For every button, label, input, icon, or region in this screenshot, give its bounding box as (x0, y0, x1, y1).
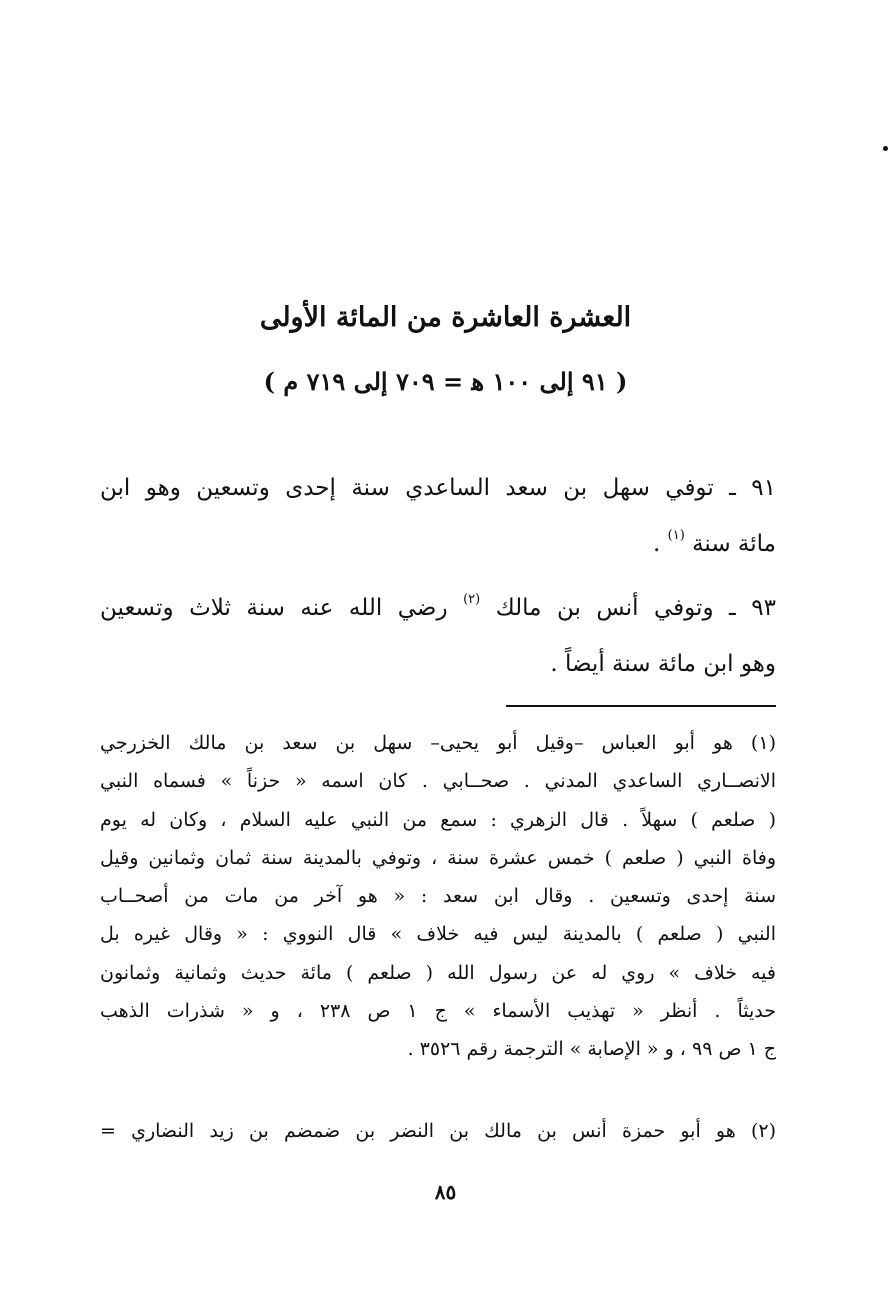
entry-91-line-2 (100, 516, 776, 572)
footnote-1-line: وفاة النبي ( صلعم ) خمس عشرة سنة ، وتوفي بالمدينة سنة ثمان وثمانين وقيل (100, 846, 776, 869)
entry-91 (100, 460, 776, 572)
footnote-separator (506, 705, 776, 707)
section-title: العشرة العاشرة من المائة الأولى (259, 302, 632, 333)
footnote-ref-2: (٢) (463, 592, 481, 607)
footnote-1-line: الانصــاري الساعدي المدني . صحــابي . كان اسمه « حزناً » فسماه النبي (100, 770, 776, 793)
entry-93-line-2: وهو ابن مائة سنة أيضاً . (550, 651, 776, 677)
entry-93-line-1-start: ٩٣ ـ وتوفي أنس بن مالك (495, 595, 777, 621)
page-number: ٨٥ (434, 1180, 457, 1204)
footnote-1-line: (١) هو أبو العباس –وقيل أبو يحيى– سهل بن سعد بن مالك الخزرجي (100, 732, 776, 754)
section-date-range: ( ٩١ إلى ١٠٠ ﻫ = ٧٠٩ إلى ٧١٩ م ) (263, 367, 628, 396)
footnote-1-line: فيه خلاف » روي له عن رسول الله ( صلعم ) مائة حديث وثمانية وثمانون (100, 961, 776, 984)
footnote-1-line: حديثاً . أنظر « تهذيب الأسماء » ج ١ ص ٢٣٨ ، و « شذرات الذهب (100, 1000, 776, 1023)
entry-93 (100, 580, 776, 692)
footnote-2 (100, 1112, 776, 1150)
footnote-1-line: ج ١ ص ٩٩ ، و « الإصابة » الترجمة رقم ٣٥٢٦ . (407, 1038, 776, 1061)
footnote-1 (100, 724, 776, 1069)
entry-91-end: . (653, 531, 668, 557)
footnote-ref-1: (١) (667, 528, 685, 543)
footnote-1-line: ( صلعم ) سهلاً . قال الزهري : سمع من النبي عليه السلام ، وكان له يوم (100, 808, 776, 831)
margin-mark (883, 146, 888, 151)
entry-93-line-1-end: رضي الله عنه سنة ثلاث وتسعين (100, 595, 464, 621)
footnote-1-line: النبي ( صلعم ) بالمدينة ليس فيه خلاف » قال النووي : « وقال غيره بل (100, 923, 776, 946)
footnote-1-line: سنة إحدى وتسعين . وقال ابن سعد : « هو آخر من مات من أصحــاب (100, 885, 776, 908)
footnote-2-line: (٢) هو أبو حمزة أنس بن مالك بن النضر بن ضمضم بن زيد النضاري = (100, 1120, 776, 1142)
entry-91-line-1: ٩١ ـ توفي سهل بن سعد الساعدي سنة إحدى وتسعين وهو ابن (100, 475, 776, 501)
entry-91-line-2-text: مائة سنة (692, 531, 776, 557)
entry-93-line-1 (100, 580, 776, 636)
